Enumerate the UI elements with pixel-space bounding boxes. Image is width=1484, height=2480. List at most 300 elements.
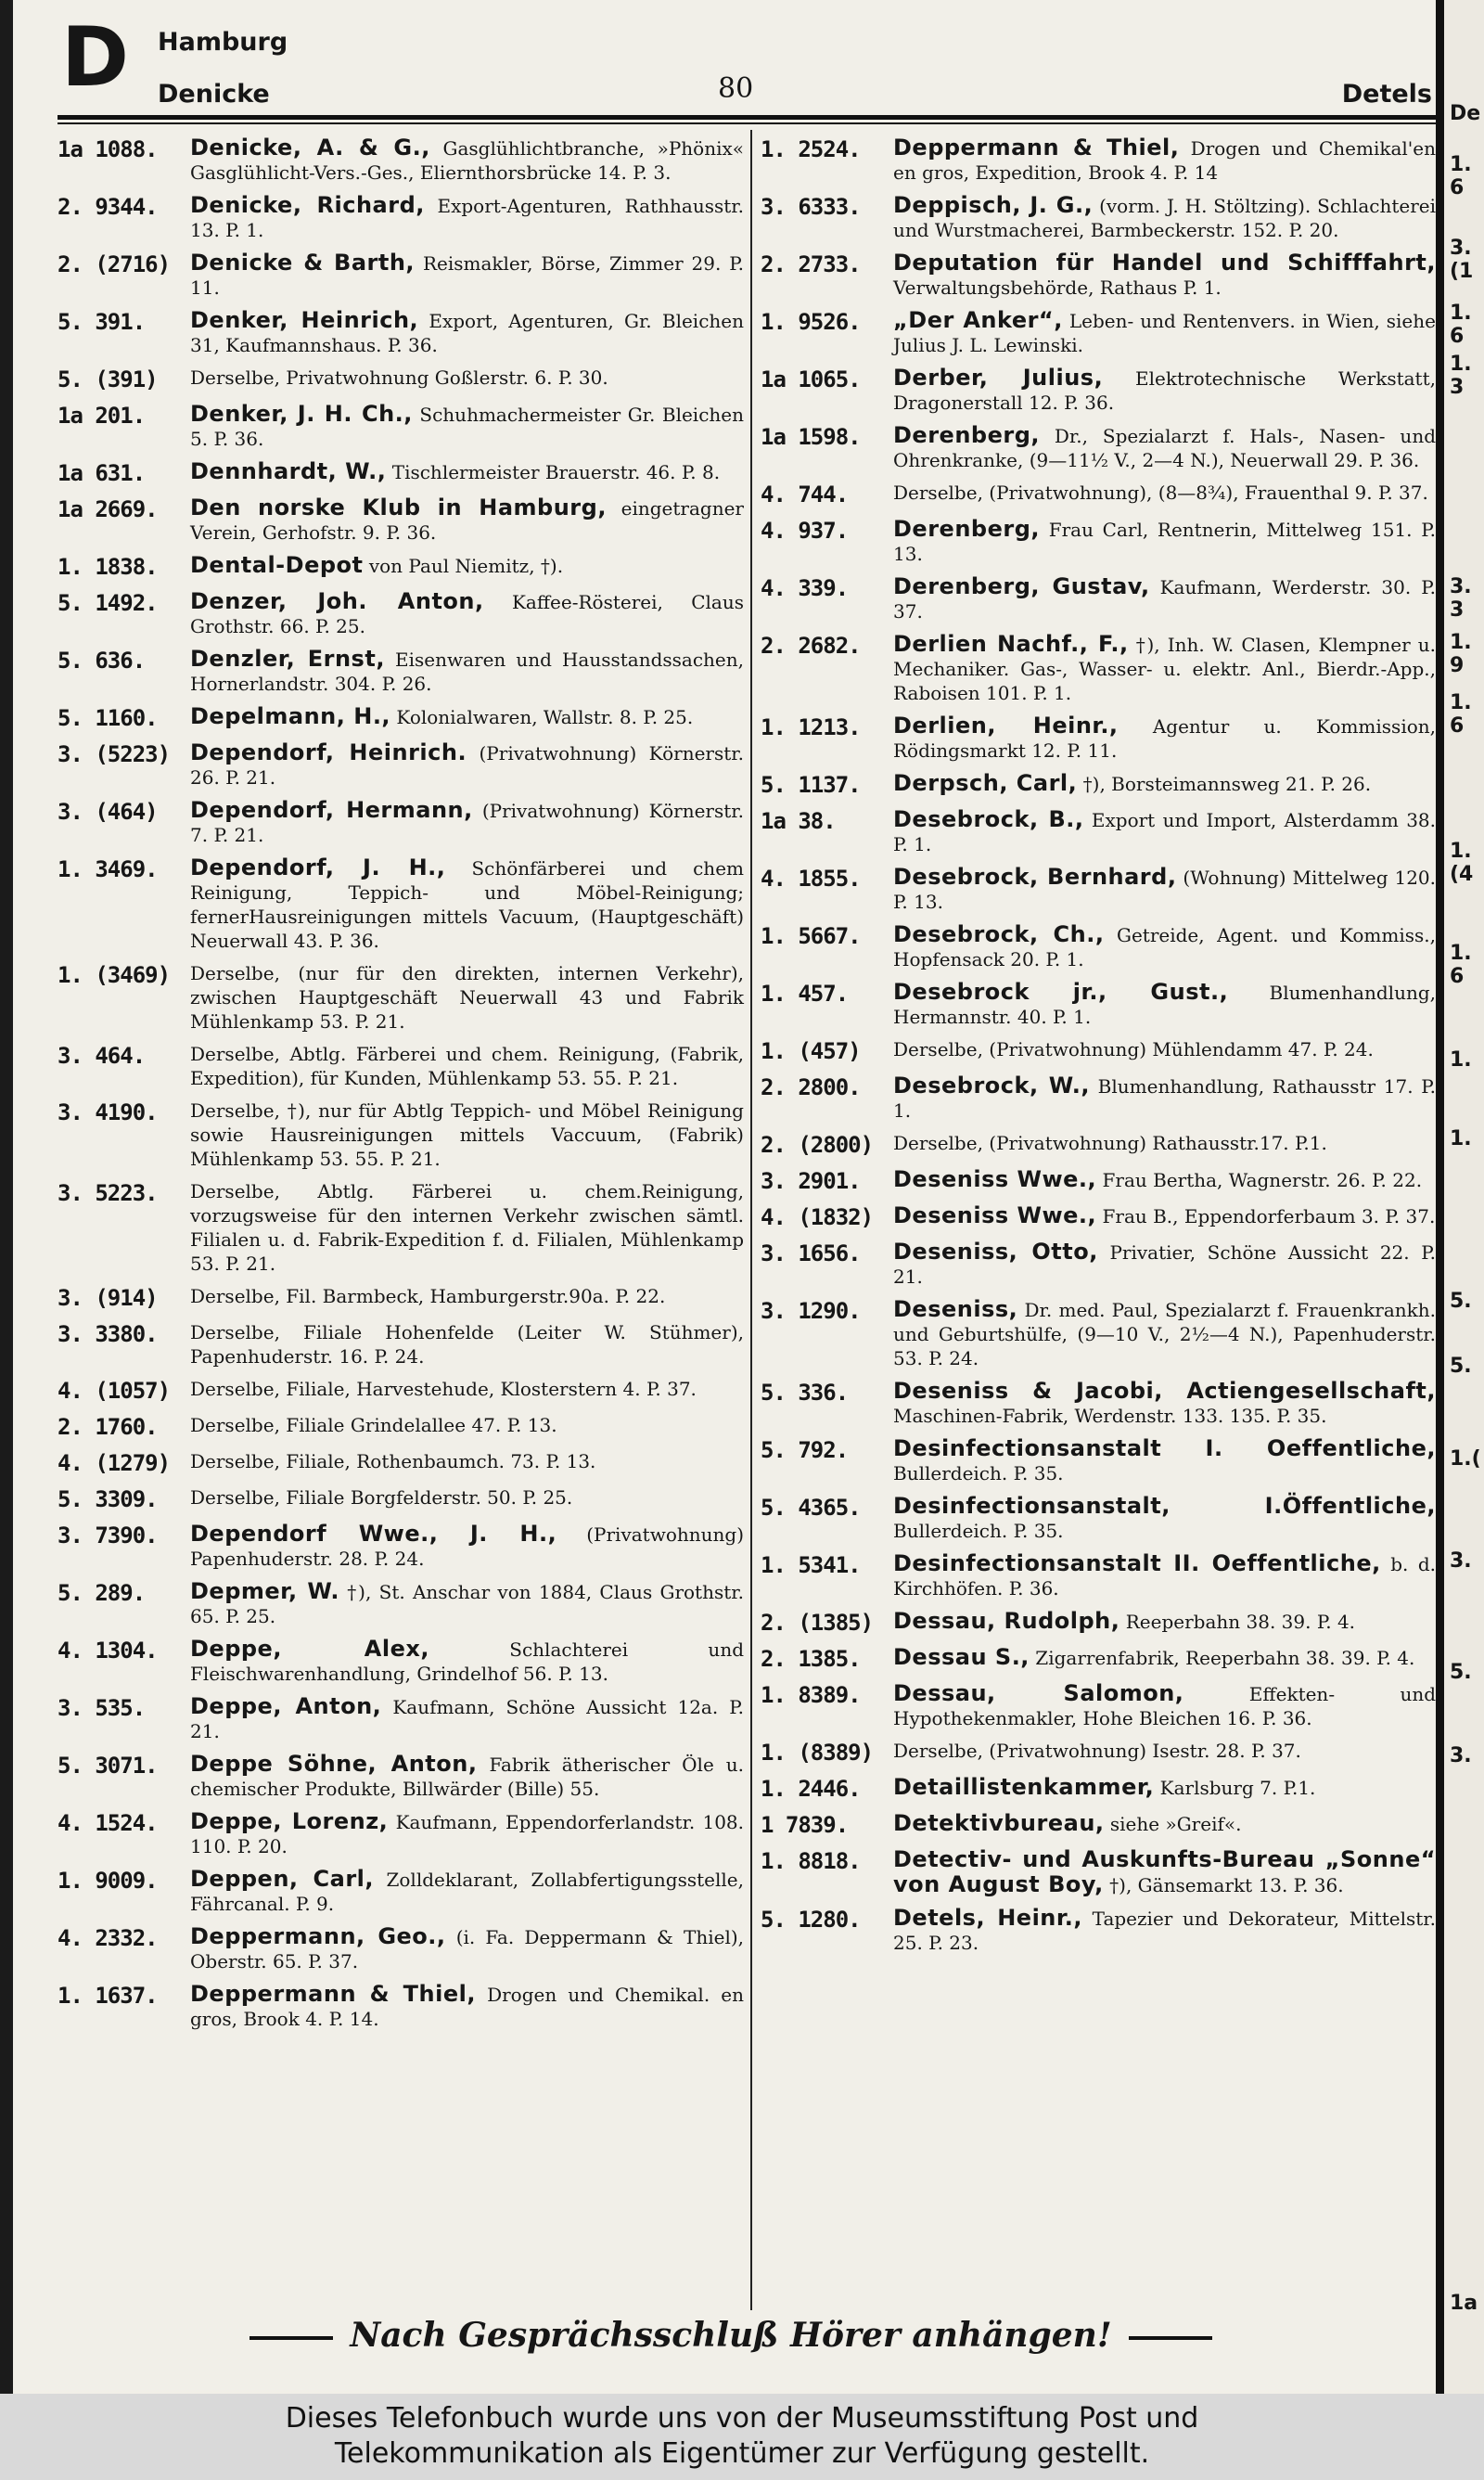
adjacent-page-fragment: 1. 6	[1450, 691, 1472, 738]
column-divider	[750, 130, 752, 2310]
right-column	[761, 135, 1436, 2307]
entry-details: Kaufmann, Eppendorferlandstr. 108. 110. P. 20.	[190, 1811, 744, 1857]
phone-number: 3. 5223.	[58, 1180, 158, 1206]
subscriber-name: Dependorf Wwe., J. H.,	[190, 1521, 557, 1547]
entry-text	[183, 193, 744, 242]
footer-slogan	[13, 2316, 1449, 2355]
directory-entry	[761, 251, 1436, 300]
entry-details: Derselbe, Filiale Borgfelderstr. 50. P. 25.	[190, 1486, 573, 1509]
adjacent-page-fragment: 1.(	[1450, 1447, 1481, 1471]
phone-number: 5. 1280.	[761, 1907, 861, 1933]
directory-entry	[761, 922, 1436, 971]
entry-details: Zigarrenfabrik, Reeperbahn 38. 39. P. 4.	[1029, 1647, 1415, 1669]
directory-entry	[58, 495, 744, 545]
subscriber-name: Denzer, Joh. Anton,	[190, 588, 484, 614]
entry-text	[886, 1847, 1436, 1897]
entry-details: Karlsburg 7. P.1.	[1154, 1777, 1316, 1799]
subscriber-name: Deppe Söhne, Anton,	[190, 1751, 478, 1777]
entry-text	[183, 1809, 744, 1858]
subscriber-name: Desebrock jr., Gust.,	[893, 979, 1229, 1005]
phone-number: 2. 2682.	[761, 633, 861, 659]
entry-details: Eisenwaren und Hausstandssachen, Hornerlandstr. 304. P. 26.	[190, 649, 744, 695]
entry-details: Export, Agenturen, Gr. Bleichen 31, Kaufmannshaus. P. 36.	[190, 310, 744, 356]
phone-number: 5. (391)	[58, 366, 158, 392]
phone-number: 4. 1304.	[58, 1638, 158, 1664]
entry-text	[886, 366, 1436, 415]
phone-number: 4. (1832)	[761, 1204, 874, 1230]
subscriber-name: Derenberg,	[893, 516, 1040, 542]
entry-details: Bullerdeich. P. 35.	[893, 1520, 1064, 1542]
directory-entry	[761, 308, 1436, 357]
adjacent-page-fragment: 1.	[1450, 1048, 1472, 1072]
subscriber-name: Dessau, Rudolph,	[893, 1608, 1120, 1634]
phone-number: 5. 3309.	[58, 1486, 158, 1512]
entry-details: Kaffee-Rösterei, Claus Grothstr. 66. P. 25.	[190, 591, 744, 637]
adjacent-page-fragment: 1. 6	[1450, 153, 1472, 199]
directory-entry	[761, 1645, 1436, 1673]
phone-number: 1a 1088.	[58, 136, 158, 162]
entry-text	[886, 423, 1436, 472]
entry-text	[886, 251, 1436, 300]
entry-text	[886, 865, 1436, 914]
directory-entry	[761, 135, 1436, 185]
range-start-name: Denicke	[158, 80, 270, 109]
phone-number: 4. 937.	[761, 518, 849, 544]
directory-entry	[761, 1297, 1436, 1370]
subscriber-name: Deppermann & Thiel,	[190, 1981, 476, 2007]
entry-text	[886, 1203, 1436, 1231]
subscriber-name: Desinfectionsanstalt II. Oeffentliche,	[893, 1550, 1381, 1576]
directory-entry	[58, 961, 744, 1034]
directory-entry	[58, 1179, 744, 1276]
entry-details: Leben- und Rentenvers. in Wien, siehe Julius J. L. Lewinski.	[893, 310, 1436, 356]
entry-text	[183, 1867, 744, 1916]
entry-details: Derselbe, Filiale, Harvestehude, Klosterstern 4. P. 37.	[190, 1378, 697, 1400]
entry-text	[183, 251, 744, 300]
adjacent-page-fragment: 1. 9	[1450, 631, 1472, 677]
entry-text	[183, 704, 744, 732]
phone-number: 1. 3469.	[58, 856, 158, 882]
directory-entry	[58, 1377, 744, 1405]
entry-details: Dr., Spezialarzt f. Hals-, Nasen- und Ohrenkranke, (9—11½ V., 2—4 N.), Neuerwall 29. P. 36.	[893, 425, 1436, 471]
subscriber-name: Detels, Heinr.,	[893, 1905, 1083, 1931]
subscriber-name: Dessau, Salomon,	[893, 1680, 1184, 1706]
phone-number: 5. 336.	[761, 1380, 849, 1406]
entry-text	[183, 459, 744, 487]
directory-entry	[761, 1811, 1436, 1839]
phone-number: 5. 289.	[58, 1580, 146, 1606]
entry-text	[886, 1811, 1436, 1839]
phone-number: 4. 339.	[761, 575, 849, 601]
entry-details: eingetragner Verein, Gerhofstr. 9. P. 36.	[190, 497, 744, 544]
entry-details: Derselbe, Filiale Hohenfelde (Leiter W. Stühmer), Papenhuderstr. 16. P. 24.	[190, 1321, 744, 1368]
entry-text	[886, 1494, 1436, 1543]
entry-text	[183, 1522, 744, 1571]
entry-details: Derselbe, Filiale Grindelallee 47. P. 13.	[190, 1414, 557, 1436]
entry-text	[183, 1694, 744, 1743]
phone-number: 1. 1213.	[761, 714, 861, 740]
entry-text	[183, 1377, 744, 1405]
subscriber-name: Deppen, Carl,	[190, 1866, 375, 1892]
slogan-text: Nach Gesprächsschluß Hörer anhängen!	[350, 2316, 1112, 2355]
entry-details: Derselbe, (Privatwohnung) Mühlendamm 47. P. 24.	[893, 1038, 1374, 1060]
entry-text	[183, 1579, 744, 1628]
entry-details: †), St. Anschar von 1884, Claus Grothstr. 65. P. 25.	[190, 1581, 744, 1627]
entry-details: Derselbe, (nur für den direkten, internen Verkehr), zwischen Hauptgeschäft Neuerwall 43 und Fabrik Mühlenkamp 53. P. 21.	[190, 962, 744, 1033]
subscriber-name: Depmer, W.	[190, 1578, 339, 1604]
subscriber-name: Deseniss, Otto,	[893, 1239, 1098, 1265]
entry-details: Frau Bertha, Wagnerstr. 26. P. 22.	[1096, 1169, 1423, 1191]
directory-entry	[761, 1494, 1436, 1543]
entry-text	[886, 922, 1436, 971]
entry-text	[886, 1436, 1436, 1485]
phone-number: 3. (5223)	[58, 741, 171, 767]
phone-number: 1. 2524.	[761, 136, 861, 162]
left-column	[58, 135, 744, 2307]
directory-entry	[761, 574, 1436, 623]
directory-entry	[58, 1042, 744, 1090]
adjacent-page-fragment: 3.	[1450, 1744, 1472, 1767]
entry-details: Kolonialwaren, Wallstr. 8. P. 25.	[390, 706, 694, 728]
subscriber-name: Detaillistenkammer,	[893, 1774, 1155, 1800]
phone-number: 2. (1385)	[761, 1610, 874, 1636]
entry-text	[886, 1551, 1436, 1600]
subscriber-name: Desebrock, B.,	[893, 806, 1084, 832]
subscriber-name: Dependorf, J. H.,	[190, 855, 446, 880]
subscriber-name: Detectiv- und Auskunfts-Bureau „Sonne“ von August Boy,	[893, 1846, 1436, 1897]
entry-details: Effekten- und Hypothekenmakler, Hohe Bleichen 16. P. 36.	[893, 1683, 1437, 1729]
entry-details: Derselbe, (Privatwohnung), (8—8¾), Frauenthal 9. P. 37.	[893, 482, 1428, 504]
subscriber-name: Dennhardt, W.,	[190, 458, 387, 484]
subscriber-name: Derenberg,	[893, 422, 1040, 448]
entry-text	[886, 135, 1436, 185]
directory-entry	[58, 1752, 744, 1801]
entry-text	[183, 1179, 744, 1276]
subscriber-name: Desebrock, Bernhard,	[893, 864, 1177, 890]
phone-number: 4. (1279)	[58, 1450, 171, 1476]
adjacent-page-fragment: 1. 3	[1450, 353, 1472, 399]
phone-number: 1. 2446.	[761, 1776, 861, 1802]
provenance-line-1: Dieses Telefonbuch wurde uns von der Museumsstiftung Post und	[285, 2402, 1199, 2435]
entry-text	[183, 647, 744, 696]
entry-details: Elektrotechnische Werkstatt, Dragonerstall 12. P. 36.	[893, 367, 1436, 414]
entry-details: Schlachterei und Fleischwarenhandlung, Grindelhof 56. P. 13.	[190, 1638, 745, 1685]
directory-entry	[58, 704, 744, 732]
directory-entry	[58, 1694, 744, 1743]
entry-text	[886, 1379, 1436, 1428]
directory-entry	[761, 771, 1436, 799]
entry-text	[183, 1637, 744, 1686]
directory-entry	[761, 713, 1436, 763]
entry-text	[886, 1609, 1436, 1637]
entry-details: Agentur u. Kommission, Rödingsmarkt 12. P. 11.	[893, 715, 1436, 762]
subscriber-name: „Der Anker“,	[893, 307, 1063, 333]
directory-entry	[761, 632, 1436, 705]
subscriber-name: Derlien, Heinr.,	[893, 713, 1119, 739]
entry-details: Derselbe, Abtlg. Färberei u. chem.Reinigung, vorzugsweise für den internen Verkehr zwischen sämtl. Filialen u. d. Fabrik-Expedition f. d. Filialen, Mühlenkamp 53. P. 21.	[190, 1180, 744, 1275]
entry-details: Blumenhandlung, Hermannstr. 40. P. 1.	[893, 982, 1436, 1028]
directory-entry	[761, 1906, 1436, 1955]
directory-entry	[761, 1379, 1436, 1428]
phone-number: 1. (3469)	[58, 962, 171, 988]
directory-entry	[58, 1924, 744, 1973]
entry-details: †), Inh. W. Clasen, Klempner u. Mechaniker. Gas-, Wasser- u. elektr. Anl., Bierdr.-App., Raboisen 101. P. 1.	[893, 634, 1436, 704]
phone-number: 5. 636.	[58, 648, 146, 674]
directory-entry	[58, 740, 744, 790]
entry-text	[886, 1131, 1436, 1159]
phone-number: 3. 6333.	[761, 194, 861, 220]
phone-number: 1. 5341.	[761, 1552, 861, 1578]
directory-entry	[761, 481, 1436, 508]
subscriber-name: Denicke & Barth,	[190, 250, 416, 276]
subscriber-name: Deseniss Wwe.,	[893, 1202, 1097, 1228]
phone-number: 3. 4190.	[58, 1099, 158, 1125]
directory-entry	[58, 1449, 744, 1477]
entry-text	[183, 740, 744, 790]
subscriber-name: Deseniss,	[893, 1296, 1018, 1322]
entry-details: Derselbe, Privatwohnung Goßlerstr. 6. P. 30.	[190, 366, 608, 389]
directory-entry	[761, 1436, 1436, 1485]
directory-entry	[58, 1099, 744, 1171]
subscriber-name: Deseniss Wwe.,	[893, 1166, 1097, 1192]
phone-number: 1. 457.	[761, 981, 849, 1007]
entry-details: (Wohnung) Mittelweg 120. P. 13.	[893, 867, 1436, 913]
directory-entry	[761, 517, 1436, 566]
phone-number: 1a 1065.	[761, 366, 861, 392]
directory-entry	[761, 865, 1436, 914]
entry-text	[886, 1167, 1436, 1195]
entry-text	[183, 553, 744, 581]
phone-number: 4. (1057)	[58, 1378, 171, 1404]
entry-text	[886, 574, 1436, 623]
entry-text	[183, 495, 744, 545]
directory-entry	[761, 423, 1436, 472]
directory-entry	[761, 1847, 1436, 1897]
phone-number: 1a 1598.	[761, 424, 861, 450]
adjacent-page-edge	[1436, 0, 1484, 2394]
phone-number: 5. 3071.	[58, 1753, 158, 1779]
entry-text	[183, 1924, 744, 1973]
subscriber-name: Desinfectionsanstalt, I.Öffentliche,	[893, 1493, 1436, 1519]
adjacent-page-fragment: 3. 3	[1450, 575, 1472, 622]
subscriber-name: Denicke, Richard,	[190, 192, 425, 218]
entry-details: Privatier, Schöne Aussicht 22. P. 21.	[893, 1241, 1436, 1288]
directory-entry	[58, 1637, 744, 1686]
adjacent-page-fragment: 1a	[1450, 2292, 1478, 2315]
subscriber-name: Denzler, Ernst,	[190, 646, 385, 672]
subscriber-name: Dependorf, Heinrich.	[190, 739, 467, 765]
directory-entry	[58, 1982, 744, 2031]
subscriber-name: Deppermann & Thiel,	[893, 135, 1180, 161]
adjacent-page-fragment: 5.	[1450, 1290, 1472, 1313]
directory-entry	[58, 855, 744, 953]
directory-entry	[58, 1522, 744, 1571]
adjacent-page-fragment: 5.	[1450, 1355, 1472, 1378]
entry-text	[183, 798, 744, 847]
directory-entry	[761, 1739, 1436, 1767]
directory-entry	[761, 980, 1436, 1029]
phone-number: 1. 9009.	[58, 1868, 158, 1894]
directory-page	[13, 0, 1449, 2394]
phone-number: 1. 5667.	[761, 923, 861, 949]
entry-text	[886, 1775, 1436, 1803]
directory-entry	[58, 459, 744, 487]
entry-text	[183, 1099, 744, 1171]
directory-entry	[761, 1073, 1436, 1123]
subscriber-name: Denker, J. H. Ch.,	[190, 401, 413, 427]
phone-number: 3. 3380.	[58, 1321, 158, 1347]
entry-text	[886, 1240, 1436, 1289]
directory-entry	[58, 402, 744, 451]
phone-number: 1a 631.	[58, 460, 146, 486]
entry-details: Derselbe, Fil. Barmbeck, Hamburgerstr.90a. P. 22.	[190, 1285, 666, 1307]
entry-details: Schönfärberei und chem Reinigung, Teppich- und Möbel-Reinigung; fernerHausreinigungen mittels Vacuum, (Hauptgeschäft) Neuerwall 43. P. 36.	[190, 857, 744, 952]
entry-text	[886, 632, 1436, 705]
page-number: 80	[718, 72, 754, 105]
entry-details: Zolldeklarant, Zollabfertigungsstelle, Fährcanal. P. 9.	[190, 1869, 744, 1915]
entry-details: (Privatwohnung) Körnerstr. 7. P. 21.	[190, 800, 744, 846]
entry-details: Blumenhandlung, Rathausstr 17. P. 1.	[893, 1075, 1436, 1122]
subscriber-name: Denicke, A. & G.,	[190, 135, 430, 161]
phone-number: 4. 2332.	[58, 1925, 158, 1951]
slogan-rule-left	[249, 2336, 333, 2340]
entry-details: Frau B., Eppendorferbaum 3. P. 37.	[1096, 1205, 1436, 1227]
phone-number: 3. 7390.	[58, 1523, 158, 1548]
phone-number: 2. 2800.	[761, 1074, 861, 1100]
directory-entry	[58, 193, 744, 242]
entry-text	[183, 1485, 744, 1513]
phone-number: 3. 2901.	[761, 1168, 861, 1194]
phone-number: 3. 1656.	[761, 1240, 861, 1266]
entry-details: Derselbe, †), nur für Abtlg Teppich- und Möbel Reinigung sowie Hausreinigungen mittels Vaccuum, (Fabrik) Mühlenkamp 53. 55. P. 21.	[190, 1099, 744, 1170]
entry-text	[886, 771, 1436, 799]
phone-number: 5. 1137.	[761, 772, 861, 798]
subscriber-name: Dessau S.,	[893, 1644, 1030, 1670]
subscriber-name: Detektivbureau,	[893, 1810, 1105, 1836]
phone-number: 2. (2800)	[761, 1132, 874, 1158]
entry-details: siehe »Greif«.	[1104, 1813, 1242, 1835]
directory-entry	[761, 1775, 1436, 1803]
subscriber-name: Den norske Klub in Hamburg,	[190, 495, 607, 520]
phone-number: 1. 8818.	[761, 1848, 861, 1874]
entry-details: (vorm. J. H. Stöltzing). Schlachterei und Wurstmacherei, Barmbeckerstr. 152. P. 20.	[893, 195, 1436, 241]
directory-entry	[761, 1681, 1436, 1730]
entry-text	[183, 1449, 744, 1477]
directory-entry	[58, 1284, 744, 1312]
subscriber-name: Desinfectionsanstalt I. Oeffentliche,	[893, 1435, 1436, 1461]
entry-details: (i. Fa. Deppermann & Thiel), Oberstr. 65. P. 37.	[190, 1926, 745, 1972]
subscriber-name: Desebrock, Ch.,	[893, 921, 1105, 947]
entry-text	[183, 1413, 744, 1441]
subscriber-name: Deppisch, J. G.,	[893, 192, 1094, 218]
phone-number: 1a 201.	[58, 403, 146, 429]
entry-text	[183, 589, 744, 638]
adjacent-page-fragment: 3.(1	[1450, 237, 1474, 283]
entry-details: Kaufmann, Werderstr. 30. P. 37.	[893, 576, 1437, 623]
phone-number: 1. (8389)	[761, 1740, 874, 1766]
entry-text	[886, 481, 1436, 508]
header-rule-thin	[58, 122, 1449, 124]
phone-number: 5. 1492.	[58, 590, 158, 616]
provenance-note	[0, 2394, 1484, 2480]
entry-details: Export und Import, Alsterdamm 38. P. 1.	[893, 809, 1437, 855]
adjacent-page-fragment: 3.	[1450, 1549, 1472, 1573]
entry-details: Export-Agenturen, Rathhausstr. 13. P. 1.	[190, 195, 744, 241]
directory-entry	[58, 1867, 744, 1916]
directory-entry	[761, 1203, 1436, 1231]
entry-details: †), Gänsemarkt 13. P. 36.	[1103, 1874, 1344, 1896]
phone-number: 3. 1290.	[761, 1298, 861, 1324]
entry-details: Frau Carl, Rentnerin, Mittelweg 151. P. 13.	[893, 519, 1436, 565]
entry-text	[886, 980, 1436, 1029]
entry-details: (Privatwohnung) Körnerstr. 26. P. 21.	[190, 742, 744, 789]
page-header	[13, 0, 1449, 121]
entry-details: von Paul Niemitz, †).	[363, 555, 564, 577]
provenance-line-2: Telekommunikation als Eigentümer zur Verfügung gestellt.	[334, 2437, 1150, 2470]
entry-text	[886, 1645, 1436, 1673]
entry-details: Getreide, Agent. und Kommiss., Hopfensack 20. P. 1.	[893, 924, 1436, 970]
directory-entry	[58, 1320, 744, 1368]
subscriber-name: Desebrock, W.,	[893, 1073, 1090, 1099]
phone-number: 2. 9344.	[58, 194, 158, 220]
adjacent-page-fragment: 5.	[1450, 1661, 1472, 1684]
directory-entry	[761, 1131, 1436, 1159]
phone-number: 1. 1838.	[58, 554, 158, 580]
directory-entry	[58, 589, 744, 638]
phone-number: 5. 4365.	[761, 1495, 861, 1521]
adjacent-page-fragment: 1.(4	[1450, 840, 1474, 886]
section-letter: D	[61, 9, 130, 105]
entry-text	[183, 1042, 744, 1090]
entry-details: Maschinen-Fabrik, Werdenstr. 133. 135. P. 35.	[893, 1405, 1327, 1427]
directory-entry	[761, 1609, 1436, 1637]
subscriber-name: Deppe, Anton,	[190, 1693, 382, 1719]
entry-text	[886, 1037, 1436, 1065]
entry-text	[886, 517, 1436, 566]
entry-text	[183, 308, 744, 357]
entry-text	[183, 135, 744, 185]
entry-details: Reeperbahn 38. 39. P. 4.	[1119, 1611, 1356, 1633]
adjacent-page-fragment: 1. 6	[1450, 302, 1472, 348]
entry-details: Reismakler, Börse, Zimmer 29. P. 11.	[190, 252, 744, 299]
directory-entry	[761, 807, 1436, 856]
directory-entry	[58, 1413, 744, 1441]
phone-number: 1 7839.	[761, 1812, 849, 1838]
entry-text	[886, 807, 1436, 856]
entry-details: Tapezier und Dekorateur, Mittelstr. 25. P. 23.	[893, 1908, 1436, 1954]
entry-details: Fabrik ätherischer Öle u. chemischer Produkte, Billwärder (Bille) 55.	[190, 1754, 745, 1800]
entry-text	[886, 1297, 1436, 1370]
entry-text	[886, 1073, 1436, 1123]
directory-entry	[58, 366, 744, 393]
entry-details: b. d. Kirchhöfen. P. 36.	[893, 1553, 1436, 1600]
subscriber-name: Deputation für Handel und Schifffahrt,	[893, 250, 1436, 276]
phone-number: 4. 1524.	[58, 1810, 158, 1836]
city-title: Hamburg	[158, 28, 288, 57]
directory-entry	[58, 1485, 744, 1513]
directory-entry	[58, 553, 744, 581]
directory-entry	[761, 1167, 1436, 1195]
phone-number: 1. (457)	[761, 1038, 861, 1064]
subscriber-name: Deppe, Lorenz,	[190, 1808, 389, 1834]
phone-number: 2. 1760.	[58, 1414, 158, 1440]
entry-details: Derselbe, (Privatwohnung) Isestr. 28. P. 37.	[893, 1740, 1301, 1762]
directory-entry	[761, 366, 1436, 415]
directory-entry	[58, 1809, 744, 1858]
subscriber-name: Derber, Julius,	[893, 365, 1104, 391]
phone-number: 1a 2669.	[58, 496, 158, 522]
subscriber-name: Deseniss & Jacobi, Actiengesellschaft,	[893, 1378, 1436, 1404]
